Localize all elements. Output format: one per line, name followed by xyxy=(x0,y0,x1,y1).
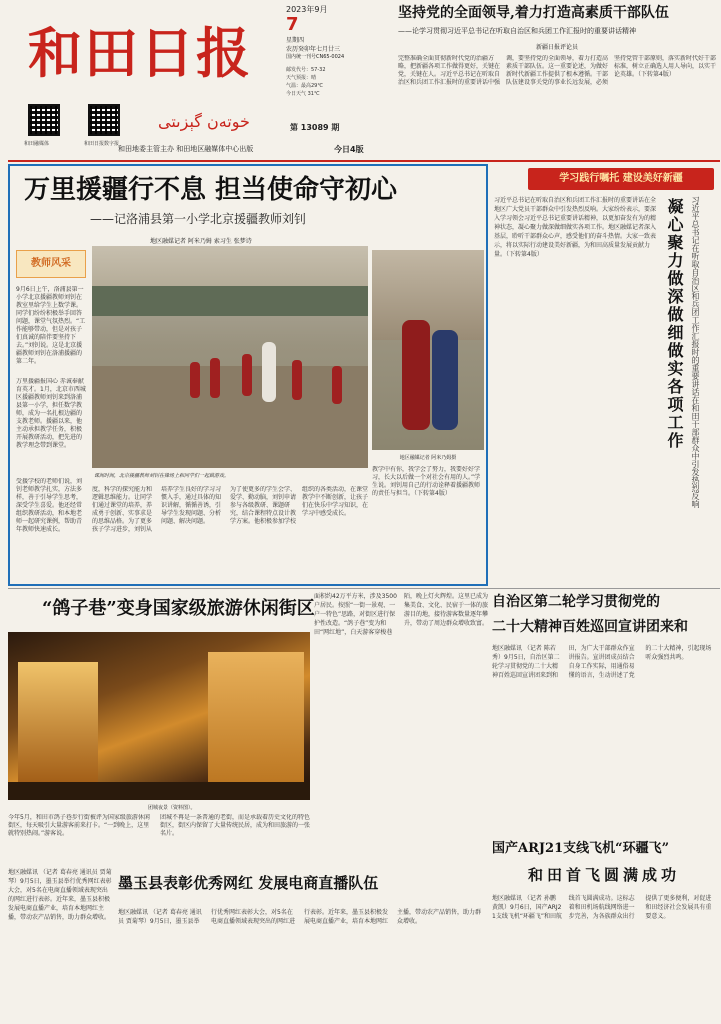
issue-code: 国内统一刊号CN65-0024 xyxy=(286,54,345,60)
bottom-right-body: 地区融媒讯 （记者 孙鹏 黄凯）9月6日，国产ARJ21支线飞机“环疆飞”和田航线首飞圆满成功。这标志着和田机场航线网络进一步完善，为各族群众出行提供了更多便利，对促进和田经济社会发展具有重要意义。 xyxy=(492,895,712,920)
weather-1: 邮发代号：57-32 xyxy=(286,67,326,73)
lead-headline: 万里援疆行不息 担当使命守初心 xyxy=(24,175,398,205)
masthead-uyghur: خوتەن گېزىتى xyxy=(158,112,250,131)
date-day: 7 xyxy=(286,14,299,35)
bottom-left-headline: 墨玉县表彰优秀网红 发展电商直播队伍 xyxy=(118,874,379,892)
mid-left-photo-caption: 团城夜景（资料图）。 xyxy=(148,805,196,811)
lead-body-6: 教学中有你，我学会了努力，我要好好学习，长大以后做一个对社会有用的人。”学生说。刘钊用自己的行动诠释着援疆教师的责任与担当。（下转第4版） xyxy=(372,466,481,497)
qr-label-1: 和田融媒体 xyxy=(24,141,50,147)
mid-right-story xyxy=(492,592,716,820)
side-banner-text: 学习践行嘱托 建设美好新疆 xyxy=(559,173,683,184)
lead-body-1: 9月6日上午，洛浦县第一小学北京援疆教师刘钊在教室里给学生上数学课。同学们纷纷积极举手回答问题，课堂气氛热烈。“工作能够带动，但是对孩子们真诚的陪伴要坚持下去。”刘钊说。这是北京援疆教师刘钊在洛浦援疆的第二年。 xyxy=(16,286,86,365)
weather-4: 今日天气 31℃ xyxy=(286,91,320,97)
top-right-byline: 新疆日报评论员 xyxy=(535,44,578,51)
lead-body-2: 万里援疆报国心 赤诚奉献育英才。1月，北京市西城区援疆教师刘钊来到洛浦县第一小学，担任数学教师，成为一名扎根边疆的支教老师。援疆以来，他主动承担教学任务，积极开展教研活动，把先进的教学理念带到课堂。 xyxy=(16,378,86,449)
mid-left-body-2: 团城不再是一条普通的老街，而是承载着历史文化的特色街区，街区内保留了大量传统民居，成为和田旅游的一张名片。 xyxy=(160,814,310,837)
side-banner xyxy=(528,168,714,190)
bottom-left-body-a: 地区融媒讯 （记者 葛春亮 通讯员 贾菊琴）9月5日，墨玉县举行优秀网红表彰大会，对5名在电商直播领域表现突出的网红进行表彰。近年来，墨玉县积极发展电商直播产业，培育本地网红主播，带动农产品销售，助力群众增收。 xyxy=(8,869,112,921)
bottom-left-story xyxy=(8,868,488,1020)
date-block xyxy=(286,4,392,114)
masthead xyxy=(8,4,396,164)
masthead-title: 和田日报 xyxy=(28,21,252,85)
weekday: 星期四 xyxy=(286,37,305,44)
page-count: 今日4版 xyxy=(334,145,364,154)
side-vertical-subhead: 习近平总书记在听取自治区和兵团工作汇报时的重要讲话在和田干部群众中引发热烈反响 xyxy=(691,196,700,508)
column-tag-label: 教师风采 xyxy=(31,258,71,269)
mid-left-photo xyxy=(8,632,310,800)
side-column xyxy=(492,164,716,586)
bottom-right-headline-2: 和田首飞圆满成功 xyxy=(527,866,680,884)
bottom-left-body-b: 地区融媒讯 （记者 葛春亮 通讯员 贾菊琴）9月5日，墨玉县举行优秀网红表彰大会，对5名在电商直播领域表现突出的网红进行表彰。近年来，墨玉县积极发展电商直播产业，培育本地网红主播，带动农产品销售，助力群众增收。 xyxy=(118,909,482,925)
mid-right-headline-1: 自治区第二轮学习贯彻党的 xyxy=(492,594,660,610)
mid-left-headline: “鸽子巷”变身国家级旅游休闲街区 xyxy=(42,598,315,619)
side-vertical-headline: 凝心聚力做深做细做实各项工作 xyxy=(665,198,684,450)
date-line: 2023年9月 xyxy=(286,5,328,14)
top-right-headline: 坚持党的全面领导,着力打造高素质干部队伍 xyxy=(398,5,669,21)
qr-code-1 xyxy=(28,104,60,136)
lead-photo-caption: 课间时间，北京援疆教师刘钊在操场上和同学们一起做游戏。 xyxy=(94,473,230,479)
qr-code-2 xyxy=(88,104,120,136)
mid-left-body-1: 今年5月，和田市鸽子巷步行街被评为国家级旅游休闲街区，每天吸引大量游客前来打卡。“一到晚上，这里就特别热闹。”游客说。 xyxy=(8,814,150,837)
lead-body-5: 为了使更多的学生会学、爱学、勤动脑，刘钊申请参与各级教研、课题研究，结合课程特点设计教学方案。他积极参加学校组织的各类活动，在课堂教学中不断创新，让孩子们在快乐中学习知识，在学习中感受成长。 xyxy=(230,486,368,525)
lead-byline: 地区融媒记者 阿米乃姆 索习生 张梦诗 xyxy=(150,238,252,245)
top-right-body: 完整准确全面贯彻新时代党的治疆方略，把新疆各项工作做得更好，关键在党，关键在人。习近平总书记在听取自治区和兵团工作汇报时的重要讲话中强调，要坚持党的全面领导，着力打造高素质干部队伍。这一重要论述，为做好新时代新疆工作提供了根本遵循。干部队伍建设事关党的事业长远发展，必须坚持党管干部原则，落实新时代好干部标准，树立正确选人用人导向，以实干论英雄。（下转第4版） xyxy=(398,55,716,86)
mid-left-body-3: 面积约42万平方米，涉及3500户居民。按照“一街一景观、一户一特色”思路，对街区进行保护性改造。“鸽子巷”变为和田“网红地”，白天游客穿梭巷陌，晚上灯火辉煌。这里已成为集美食、文化、民宿于一体的旅游目的地，接待游客数量逐年攀升，带动了周边群众增收致富。 xyxy=(314,593,488,636)
bottom-right-headline-1: 国产ARJ21支线飞机“环疆飞” xyxy=(492,841,670,856)
weather-3: 气温：最高29℃ xyxy=(286,83,323,89)
qr-label-2: 和田日报数字报 xyxy=(84,141,120,147)
mid-right-headline-2: 二十大精神百姓巡回宣讲团来和 xyxy=(492,619,688,635)
lead-photo xyxy=(92,246,368,468)
side-body: 习近平总书记在听取自治区和兵团工作汇报时的重要讲话在全地区广大党员干部群众中引发热烈反响。大家纷纷表示，要深入学习领会习近平总书记重要讲话精神，以更加奋发有为的精神状态，凝心聚力做深做细做实各项工作。地区融媒记者深入基层，聆听干部群众心声，感受他们的奋斗热情。大家一致表示，将以实际行动建设美好新疆，为和田高质量发展贡献力量。（下转第4版） xyxy=(494,197,657,258)
lead-body-4: 度，科学的探究能力和逻辑思维能力。让同学们通过课堂的培养，养成勇于创新、实事求是的思维品格。为了更多孩子学习进步，刘钊从培养学生良好的学习习惯入手，通过具体的知识讲解，循循善诱，引导学生发现问题、分析问题、解决问题。 xyxy=(92,486,222,533)
top-right-subhead: ——论学习贯彻习近平总书记在听取自治区和兵团工作汇报时的重要讲话精神 xyxy=(398,27,636,35)
mid-right-body: 地区融媒讯 （记者 陈若秀）9月5日，自治区第二轮学习贯彻党的二十大精神百姓巡回宣讲团来到和田，为广大干部群众作宣讲报告。宣讲团成员结合自身工作实际，用通俗易懂的语言，生动讲述了党的二十大精神，引起现场听众强烈共鸣。 xyxy=(492,645,712,679)
lead-subhead: ——记洛浦县第一小学北京援疆教师刘钊 xyxy=(90,212,307,226)
lunar-date: 农历癸卯年七月廿三 xyxy=(286,46,341,53)
publisher-line: 和田地委主管主办 和田地区融媒体中心出版 xyxy=(118,145,254,153)
lead-photo-2-credit: 地区融媒记者 阿米乃姆摄 xyxy=(399,455,457,461)
column-tag xyxy=(16,250,86,278)
bottom-right-story xyxy=(492,840,716,1020)
lead-photo-2 xyxy=(372,250,484,450)
issue-number: 第 13089 期 xyxy=(290,123,340,132)
weather-2: 天气预报：晴 xyxy=(286,75,317,81)
lead-story xyxy=(8,164,488,586)
lead-body-3: 受援学校的老师们说，刘钊老师教学扎实，方法多样，善于引导学生思考，深受学生喜爱。他还经常组织教研活动，和本地老师一起研究课例，帮助青年教师快速成长。 xyxy=(16,478,83,533)
top-right-story xyxy=(398,4,716,160)
